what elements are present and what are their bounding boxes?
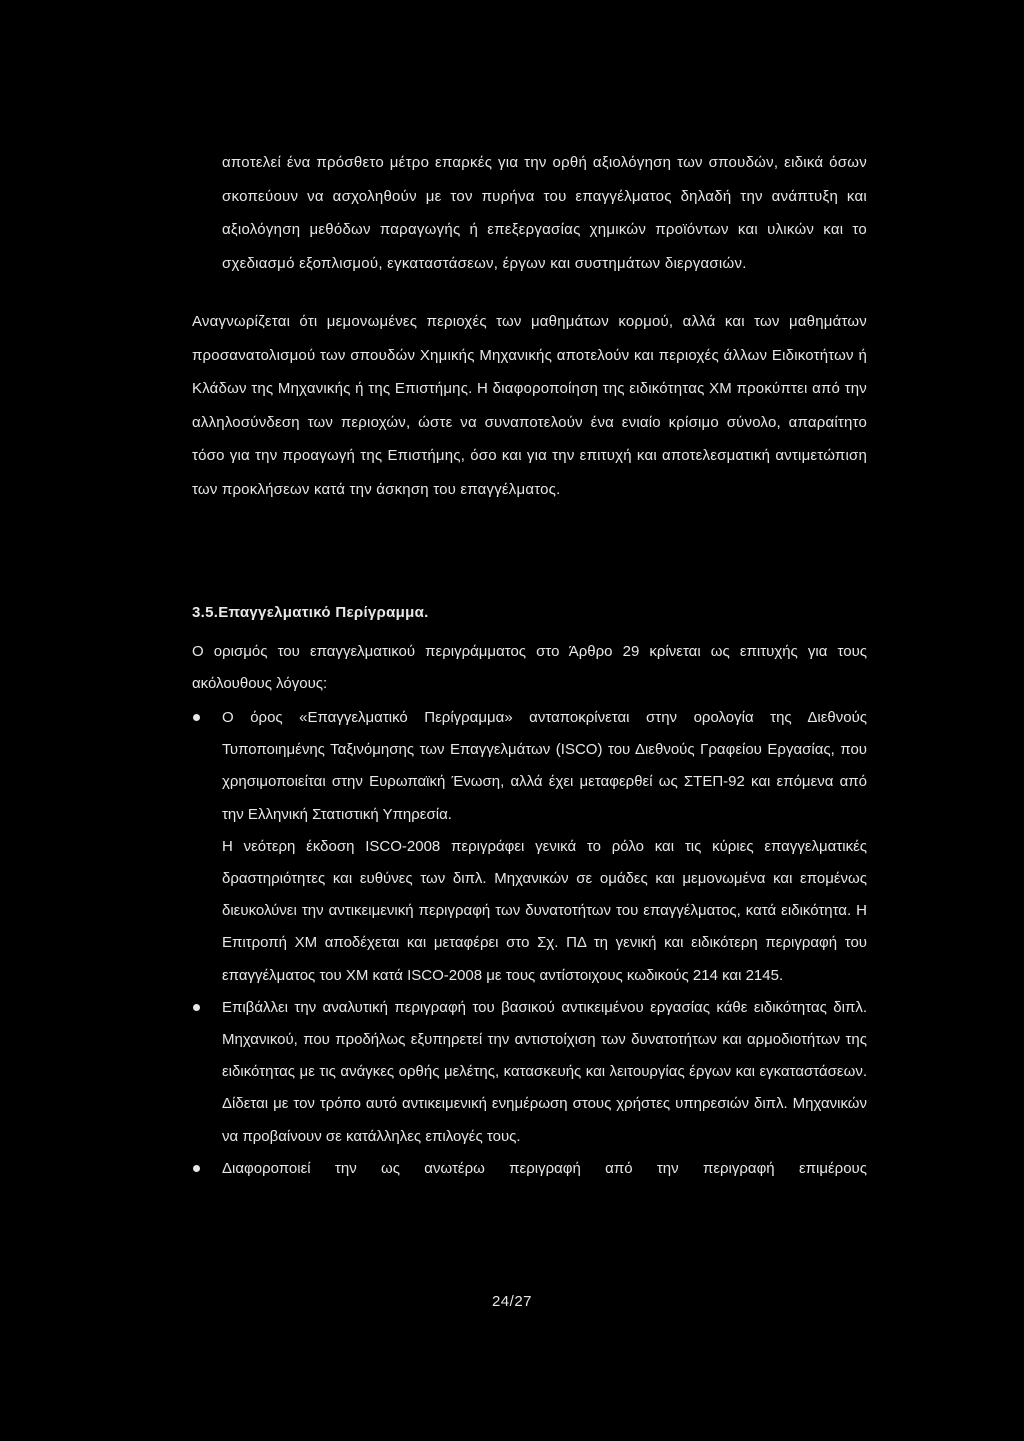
section-intro: Ο ορισμός του επαγγελματικού περιγράμματος στο Άρθρο 29 κρίνεται ως επιτυχής για τους ακόλουθους λόγους: (192, 643, 867, 692)
bullet-text: Διαφοροποιεί την ως ανωτέρω περιγραφή από την περιγραφή επιμέρους (222, 1159, 867, 1177)
section-heading: 3.5.Επαγγελματικό Περίγραμμα. (192, 604, 429, 621)
paragraph-continuation: αποτελεί ένα πρόσθετο μέτρο επαρκές για την ορθή αξιολόγηση των σπουδών, ειδικά όσων σκοπεύουν να ασχοληθούν με τον πυρήνα του επαγγέλματος δηλαδή την ανάπτυξη και αξιολόγηση μεθόδων παραγωγής ή επεξεργασίας χημικών προϊόντων και υλικών και το σχεδιασμό εξοπλισμού, εγκαταστάσεων, έργων και συστημάτων διεργασιών. (222, 154, 867, 272)
bullet-list (192, 702, 867, 1185)
page-number: 24/27 (491, 1293, 533, 1310)
bullet-dot-icon (193, 1004, 200, 1011)
bullet-text: Επιβάλλει την αναλυτική περιγραφή του βασικού αντικειμένου εργασίας κάθε ειδικότητας διπλ. Μηχανικού, που προδήλως εξυπηρετεί την αντιστοίχιση των δυνατοτήτων και αρμοδιοτήτων της ειδικότητας με τις ανάγκες ορθής μελέτης, κατασκευής και λειτουργίας έργων και εγκαταστάσεων. Δίδεται με τον τρόπο αυτό αντικειμενική ενημέρωση στους χρήστες υπηρεσιών διπλ. Μηχανικών να προβαίνουν σε κατάλληλες επιλογές τους. (222, 998, 867, 1145)
paragraph-recognition: Αναγνωρίζεται ότι μεμονωμένες περιοχές των μαθημάτων κορμού, αλλά και των μαθημάτων προσανατολισμού των σπουδών Χημικής Μηχανικής αποτελούν και περιοχές άλλων Ειδικοτήτων ή Κλάδων της Μηχανικής ή της Επιστήμης. Η διαφοροποίηση της ειδικότητας ΧΜ προκύπτει από την αλληλοσύνδεση των περιοχών, ώστε να συναποτελούν ένα ενιαίο κρίσιμο σύνολο, απαραίτητο τόσο για την προαγωγή της Επιστήμης, όσο και για την επιτυχή και αποτελεσματική αντιμετώπιση των προκλήσεων κατά την άσκηση του επαγγέλματος. (192, 313, 867, 498)
bullet-text: Ο όρος «Επαγγελματικό Περίγραμμα» ανταποκρίνεται στην ορολογία της Διεθνούς Τυποποιημένης Ταξινόμησης των Επαγγελμάτων (ISCO) του Διεθνούς Γραφείου Εργασίας, που χρησιμοποιείται στην Ευρωπαϊκή Ένωση, αλλά έχει μεταφερθεί ως ΣΤΕΠ-92 και επόμενα από την Ελληνική Στατιστική Υπηρεσία. (222, 709, 867, 823)
bullet-dot-icon (193, 1165, 200, 1172)
bullet-item-3 (192, 1153, 867, 1185)
bullet-item-2 (192, 992, 867, 1153)
bullet-continuation: Η νεότερη έκδοση ISCO-2008 περιγράφει γενικά το ρόλο και τις κύριες επαγγελματικές δραστηριότητες και ευθύνες των διπλ. Μηχανικών σε ομάδες και μεμονωμένα και επομένως διευκολύνει την αντικειμενική περιγραφή των δυνατοτήτων του επαγγέλματος, κατά ειδικότητα. Η Επιτροπή ΧΜ αποδέχεται και μεταφέρει στο Σχ. ΠΔ τη γενική και ειδικότερη περιγραφή του επαγγέλματος του ΧΜ κατά ISCO-2008 με τους αντίστοιχους κωδικούς 214 και 2145. (222, 837, 867, 984)
bullet-item-1 (192, 702, 867, 992)
bullet-dot-icon (193, 714, 200, 721)
